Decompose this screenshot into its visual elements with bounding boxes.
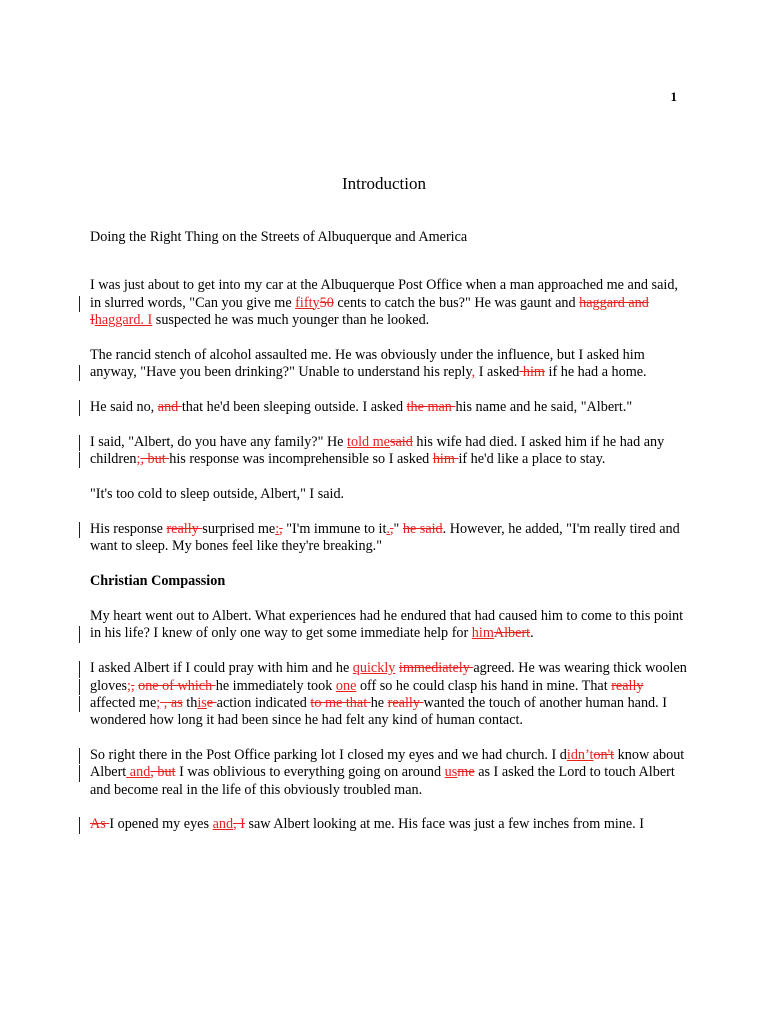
tracked-insertion: is — [197, 694, 207, 711]
tracked-insertion: ; — [156, 694, 161, 711]
tracked-insertion: : — [275, 520, 280, 537]
text-run: "It's too cold to sleep outside, Albert," I said. — [90, 486, 345, 503]
text-run: I said, "Albert, do you have any family?" He — [90, 433, 348, 450]
text-run: His response — [90, 520, 167, 537]
change-bar — [79, 522, 80, 538]
change-bar — [79, 400, 80, 416]
tracked-deletion: me — [457, 764, 475, 781]
change-bar — [79, 452, 80, 468]
tracked-deletion: , — [140, 451, 144, 468]
text-run: He said no, — [90, 398, 158, 415]
document-paragraph — [90, 521, 690, 556]
tracked-deletion: As — [90, 816, 110, 833]
tracked-deletion: , — [131, 677, 135, 694]
page-number: 1 — [670, 89, 677, 104]
tracked-insertion: him — [471, 625, 494, 642]
text-run: if he had a home. — [544, 364, 647, 381]
text-run: The rancid stench of alcohol assaulted me. He was obviously under the influence, but I asked him anyway, "Have you been drinking?" Unable to understand his reply — [90, 346, 645, 381]
text-run: wanted the touch of another human hand. I wondered how long it had been since he had felt any kind of human contact. — [90, 694, 667, 729]
text-run: know about Albert — [90, 746, 685, 781]
text-run: Christian Compassion — [90, 573, 226, 590]
tracked-deletion: said — [389, 433, 413, 450]
tracked-insertion: ; — [136, 451, 141, 468]
document-subtitle: Doing the Right Thing on the Streets of Albuquerque and America — [90, 229, 468, 245]
document-paragraph — [90, 486, 690, 503]
tracked-insertion: idn’t — [566, 746, 594, 763]
tracked-insertion: and — [126, 764, 151, 781]
tracked-insertion: fifty — [295, 294, 320, 311]
change-bar — [79, 365, 80, 381]
tracked-deletion: immediately — [398, 660, 474, 677]
text-run: action indicated — [216, 694, 311, 711]
tracked-insertion: , — [471, 364, 476, 381]
section-heading — [90, 573, 690, 590]
document-paragraph — [90, 660, 690, 729]
tracked-deletion: , I — [233, 816, 245, 833]
document-paragraph — [90, 347, 690, 382]
text-run: My heart went out to Albert. What experiences had he endured that had caused him to come to this point in his life? I knew of only one way to get some immediate help for — [90, 608, 684, 642]
text-run: . — [530, 625, 534, 642]
text-run: he immediately took — [215, 677, 336, 694]
tracked-deletion: one of which — [138, 677, 216, 694]
tracked-deletion: , — [279, 520, 283, 537]
change-bar — [79, 435, 80, 451]
tracked-deletion: e — [206, 694, 217, 711]
change-bar — [79, 696, 80, 712]
document-paragraph — [90, 747, 690, 799]
text-run: his name and he said, "Albert." — [455, 398, 633, 415]
tracked-deletion: as — [167, 694, 183, 711]
tracked-deletion: haggard and I — [90, 294, 649, 328]
document-paragraph — [90, 434, 690, 469]
page-title: Introduction — [341, 174, 427, 193]
text-run: cents to catch the bus?" He was gaunt and — [333, 294, 580, 311]
text-run: that he'd been sleeping outside. I asked — [181, 398, 407, 415]
tracked-insertion: one — [335, 677, 357, 694]
tracked-deletion: him — [432, 451, 459, 468]
tracked-deletion: Albert — [493, 625, 531, 642]
change-bar — [79, 748, 80, 764]
text-run: So right there in the Post Office parking lot I closed my eyes and we had church. I d — [90, 746, 567, 763]
document-paragraph — [90, 277, 690, 329]
tracked-insertion: haggard. I — [94, 311, 153, 328]
change-bar — [79, 765, 80, 781]
change-bar — [79, 661, 80, 677]
tracked-deletion: , — [163, 694, 168, 711]
tracked-deletion: 50 — [319, 294, 334, 311]
text-run: agreed. He was wearing thick woolen gloves — [90, 660, 687, 694]
text-run: . However, he added, "I'm really tired and want to sleep. My bones feel like they're breaking." — [90, 520, 680, 555]
text-run: I asked Albert if I could pray with him and he — [90, 660, 353, 677]
text-run: I was oblivious to everything going on around — [175, 764, 445, 781]
tracked-deletion: on't — [593, 746, 615, 763]
text-run: off so he could clasp his hand in mine. That — [356, 677, 612, 694]
text-run: his wife had died. I asked him if he had any children — [90, 433, 665, 468]
tracked-deletion: the man — [406, 398, 456, 415]
tracked-insertion: . — [386, 520, 390, 537]
tracked-deletion: and — [157, 398, 182, 415]
change-bar — [79, 296, 80, 312]
text-run: he — [370, 694, 388, 711]
text-run: his response was incomprehensible so I asked — [169, 451, 433, 468]
text-run: th — [182, 694, 198, 711]
tracked-insertion: and — [212, 816, 234, 833]
tracked-insertion: us — [444, 764, 458, 781]
change-bar — [79, 679, 80, 695]
tracked-deletion: , — [389, 520, 394, 537]
change-bar — [79, 626, 80, 642]
tracked-deletion: he said — [402, 520, 443, 537]
text-run: as I asked the Lord to touch Albert and become real in the life of this obviously troubled man. — [90, 764, 675, 798]
tracked-insertion: ; — [127, 677, 131, 694]
text-run: I opened my eyes — [109, 816, 213, 833]
tracked-deletion: really — [166, 520, 203, 537]
tracked-deletion: really — [611, 677, 644, 694]
tracked-insertion: told me — [347, 433, 390, 450]
tracked-insertion: quickly — [352, 660, 396, 677]
text-run: affected me — [90, 694, 157, 711]
document-paragraph — [90, 608, 690, 643]
document-paragraph — [90, 816, 690, 833]
text-run: if he'd like a place to stay. — [458, 451, 606, 468]
tracked-deletion: him — [519, 364, 545, 381]
document-body — [90, 229, 690, 851]
text-run: " — [393, 520, 403, 537]
text-run: suspected he was much younger than he looked. — [152, 311, 430, 328]
tracked-deletion: to me that — [310, 694, 371, 711]
document-paragraph — [90, 399, 690, 416]
text-run: saw Albert looking at me. His face was just a few inches from mine. I — [244, 816, 645, 833]
text-run: I was just about to get into my car at the Albuquerque Post Office when a man approached me and said, in slurred words, "Can you give me — [90, 277, 678, 311]
text-run: "I'm immune to it — [282, 520, 387, 537]
text-run: surprised me — [202, 520, 276, 537]
change-bar — [79, 817, 80, 833]
tracked-deletion: but — [143, 451, 170, 468]
text-run: I asked — [475, 364, 520, 381]
tracked-deletion: , but — [150, 764, 176, 781]
tracked-deletion: really — [387, 694, 424, 711]
